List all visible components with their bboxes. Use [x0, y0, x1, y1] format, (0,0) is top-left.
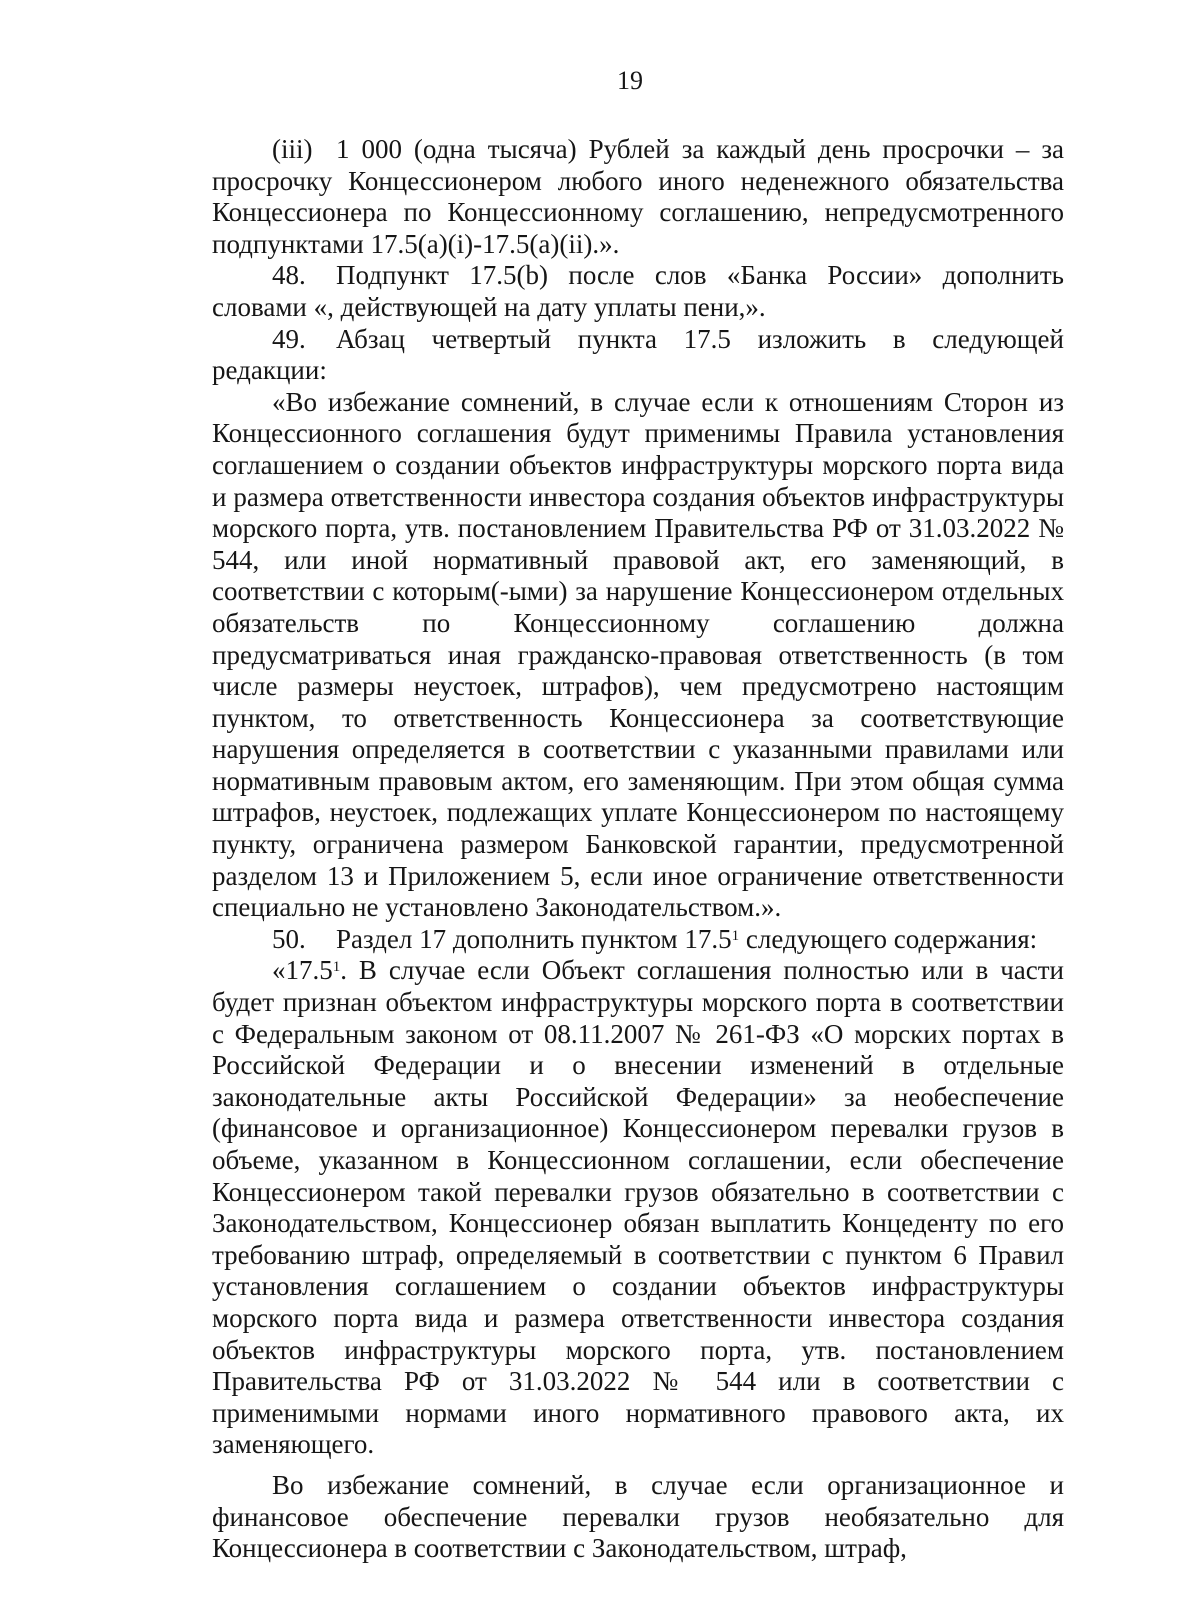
superscript: 1: [731, 927, 740, 944]
superscript: 1: [332, 959, 341, 976]
page-number: 19: [617, 66, 643, 95]
paragraph-text-continued: следующего содержания:: [739, 923, 1038, 954]
item-marker: (iii): [272, 134, 313, 164]
paragraph-48: [212, 260, 1064, 323]
paragraph-text: Раздел 17 дополнить пунктом 17.5: [336, 923, 732, 954]
item-number: 50.: [272, 923, 306, 954]
paragraph-text: «17.5: [272, 955, 333, 986]
paragraph-49-quote: [212, 387, 1064, 924]
paragraph-text: 1 000 (одна тысяча) Рублей за каждый день просрочки – за просрочку Концессионером любого иного неденежного обязательства Концессионера по Концессионному соглашению, непредусмотренного подпунктами 17.5(a)(i)-17.5(a)(ii).».: [212, 134, 1064, 259]
item-number: 49.: [272, 323, 306, 354]
item-number: 48.: [272, 260, 306, 291]
paragraph-50: [212, 924, 1064, 956]
paragraph-49: [212, 324, 1064, 387]
document-body: [212, 134, 1064, 1565]
paragraph-text: «Во избежание сомнений, в случае если к отношениям Сторон из Концессионного соглашения будут применимы Правила установления соглашением о создании объектов инфраструктуры морского порта вида и размера ответственности инвестора создания объектов инфраструктуры морского порта, утв. постановлением Правительства РФ от 31.03.2022 № 544, или иной нормативный правовой акт, его заменяющий, в соответствии с которым(-ыми) за нарушение Концессионером отдельных обязательств по Концессионному соглашению должна предусматриваться иная гражданско-правовая ответственность (в том числе размеры неустоек, штрафов), чем предусмотрено настоящим пунктом, то ответственность Концессионера за соответствующие нарушения определяется в соответствии с указанными правилами или нормативным правовым актом, его заменяющим. При этом общая сумма штрафов, неустоек, подлежащих уплате Концессионером по настоящему пункту, ограничена размером Банковской гарантии, предусмотренной разделом 13 и Приложением 5, если иное ограничение ответственности специально не установлено Законодательством.».: [212, 386, 1064, 923]
paragraph-text-continued: . В случае если Объект соглашения полностью или в части будет признан объектом инфраструктуры морского порта в соответствии с Федеральным законом от 08.11.2007 № 261-ФЗ «О морских портах в Российской Федерации и о внесении изменений в отдельные законодательные акты Российской Федерации» за необеспечение (финансовое и организационное) Концессионером перевалки грузов в объеме, указанном в Концессионном соглашении, если обеспечение Концессионером такой перевалки грузов обязательно в соответствии с Законодательством, Концессионер обязан выплатить Концеденту по его требованию штраф, определяемый в соответствии с пунктом 6 Правил установления соглашением о создании объектов инфраструктуры морского порта вида и размера ответственности инвестора создания объектов инфраструктуры морского порта, утв. постановлением Правительства РФ от 31.03.2022 № 544 или в соответствии с применимыми нормами иного нормативного правового акта, их заменяющего.: [212, 955, 1064, 1460]
paragraph-text: Абзац четвертый пункта 17.5 изложить в следующей редакции:: [212, 323, 1064, 386]
paragraph-50-quote: [212, 955, 1064, 1461]
paragraph-final: [212, 1470, 1064, 1565]
paragraph-text: Подпункт 17.5(b) после слов «Банка России» дополнить словами «, действующей на дату уплаты пени,».: [212, 260, 1064, 322]
paragraph-text: Во избежание сомнений, в случае если организационное и финансовое обеспечение перевалки грузов необязательно для Концессионера в соответствии с Законодательством, штраф,: [212, 1469, 1064, 1564]
paragraph-iii: [212, 134, 1064, 260]
